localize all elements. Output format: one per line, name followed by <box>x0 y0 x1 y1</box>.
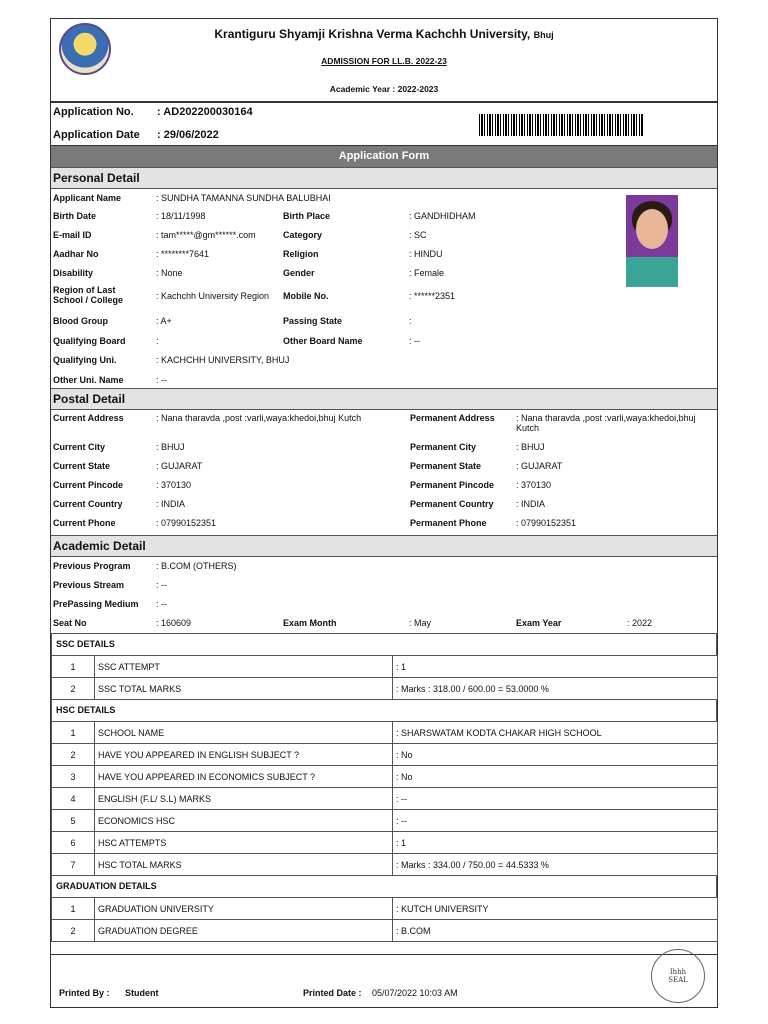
ssc-table <box>51 655 718 700</box>
blood-group: : A+ <box>156 316 172 326</box>
aadhar: : ********7641 <box>156 249 210 259</box>
row-question: ECONOMICS HSC <box>95 810 393 832</box>
passing-state-label: Passing State <box>283 316 343 326</box>
qualifying-uni-label: Qualifying Uni. <box>53 355 117 365</box>
current-state: : GUJARAT <box>156 461 203 471</box>
permanent-phone: : 07990152351 <box>516 518 577 528</box>
table-row <box>52 854 718 876</box>
permanent-pincode: : 370130 <box>516 480 552 490</box>
current-city: : BHUJ <box>156 442 185 452</box>
permanent-phone-label: Permanent Phone <box>410 518 487 528</box>
row-number: 6 <box>52 832 95 854</box>
other-board: : -- <box>409 336 420 346</box>
qualifying-board-label: Qualifying Board <box>53 336 126 346</box>
permanent-city: : BHUJ <box>516 442 545 452</box>
row-answer: : -- <box>393 788 718 810</box>
row-number: 2 <box>52 744 95 766</box>
blood-group-label: Blood Group <box>53 316 108 326</box>
disability: : None <box>156 268 183 278</box>
applicant-name: : SUNDHA TAMANNA SUNDHA BALUBHAI <box>156 193 331 203</box>
table-row <box>52 832 718 854</box>
seat-no-label: Seat No <box>53 618 87 628</box>
application-form-page <box>50 18 718 1008</box>
previous-stream-label: Previous Stream <box>53 580 125 590</box>
university-title: Krantiguru Shyamji Krishna Verma Kachchh University, <box>214 27 531 41</box>
graduation-table <box>51 897 718 942</box>
row-number: 4 <box>52 788 95 810</box>
row-answer: : SHARSWATAM KODTA CHAKAR HIGH SCHOOL <box>393 722 718 744</box>
row-question: SSC ATTEMPT <box>95 656 393 678</box>
permanent-city-label: Permanent City <box>410 442 477 452</box>
ssc-details-heading: SSC DETAILS <box>51 634 717 655</box>
birth-place: : GANDHIDHAM <box>409 211 476 221</box>
row-number: 1 <box>52 898 95 920</box>
applicant-name-label: Applicant Name <box>53 193 122 203</box>
category-label: Category <box>283 230 323 240</box>
email: : tam*****@gm******.com <box>156 230 256 240</box>
previous-program-label: Previous Program <box>53 561 131 571</box>
region: : Kachchh University Region <box>156 291 270 301</box>
hsc-table <box>51 721 718 876</box>
current-phone-label: Current Phone <box>53 518 116 528</box>
application-no-label: Application No. <box>53 106 134 118</box>
qualification-tables <box>51 633 717 942</box>
table-row <box>52 744 718 766</box>
row-answer: : No <box>393 766 718 788</box>
footer <box>51 954 717 1007</box>
personal-detail-heading: Personal Detail <box>51 167 717 189</box>
barcode <box>479 114 644 136</box>
postal-detail-heading: Postal Detail <box>51 388 717 410</box>
row-answer: : Marks : 334.00 / 750.00 = 44.5333 % <box>393 854 718 876</box>
row-number: 5 <box>52 810 95 832</box>
application-no-value: : AD202200030164 <box>157 106 253 118</box>
table-row <box>52 722 718 744</box>
current-address-label: Current Address <box>53 413 124 423</box>
row-question: HSC TOTAL MARKS <box>95 854 393 876</box>
row-answer: : 1 <box>393 832 718 854</box>
permanent-country-label: Permanent Country <box>410 499 494 509</box>
table-row <box>52 810 718 832</box>
previous-stream: : -- <box>156 580 167 590</box>
mobile-label: Mobile No. <box>283 291 329 301</box>
current-address: : Nana tharavda ,post :varli,waya:khedoi,bhuj Kutch <box>156 413 362 423</box>
row-question: GRADUATION DEGREE <box>95 920 393 942</box>
personal-detail-section <box>51 189 717 388</box>
prepassing-medium: : -- <box>156 599 167 609</box>
admission-title: ADMISSION FOR LL.B. 2022-23 <box>321 56 447 66</box>
gender-label: Gender <box>283 268 315 278</box>
university-suffix: Bhuj <box>533 30 554 40</box>
row-number: 7 <box>52 854 95 876</box>
current-country-label: Current Country <box>53 499 123 509</box>
current-country: : INDIA <box>156 499 186 509</box>
table-row <box>52 678 718 700</box>
permanent-pincode-label: Permanent Pincode <box>410 480 495 490</box>
table-row <box>52 656 718 678</box>
hsc-details-heading: HSC DETAILS <box>51 700 717 721</box>
exam-month: : May <box>409 618 432 628</box>
academic-year: Academic Year : 2022-2023 <box>329 84 439 94</box>
header <box>51 19 717 103</box>
mobile: : ******2351 <box>409 291 456 301</box>
row-answer: : 1 <box>393 656 718 678</box>
academic-detail-heading: Academic Detail <box>51 535 717 557</box>
current-pincode-label: Current Pincode <box>53 480 124 490</box>
other-board-label: Other Board Name <box>283 336 363 346</box>
other-uni: : -- <box>156 375 167 385</box>
row-question: HAVE YOU APPEARED IN ENGLISH SUBJECT ? <box>95 744 393 766</box>
table-row <box>52 788 718 810</box>
row-question: SSC TOTAL MARKS <box>95 678 393 700</box>
postal-detail-section <box>51 410 717 535</box>
region-label-line2: School / College <box>53 295 124 305</box>
category: : SC <box>409 230 427 240</box>
row-number: 2 <box>52 678 95 700</box>
permanent-state-label: Permanent State <box>410 461 482 471</box>
form-title: Application Form <box>51 146 717 167</box>
row-number: 2 <box>52 920 95 942</box>
religion: : HINDU <box>409 249 443 259</box>
row-number: 1 <box>52 656 95 678</box>
aadhar-label: Aadhar No <box>53 249 99 259</box>
current-phone: : 07990152351 <box>156 518 217 528</box>
applicant-photo <box>626 195 678 287</box>
gender: : Female <box>409 268 445 278</box>
exam-year: : 2022 <box>627 618 653 628</box>
row-question: HSC ATTEMPTS <box>95 832 393 854</box>
table-row <box>52 766 718 788</box>
birth-place-label: Birth Place <box>283 211 331 221</box>
prepassing-medium-label: PrePassing Medium <box>53 599 139 609</box>
current-city-label: Current City <box>53 442 106 452</box>
table-row <box>52 920 718 942</box>
exam-month-label: Exam Month <box>283 618 337 628</box>
permanent-address: : Nana tharavda ,post :varli,waya:khedoi,bhuj <box>516 413 696 423</box>
seat-no: : 160609 <box>156 618 192 628</box>
row-answer: : B.COM <box>393 920 718 942</box>
printed-date: 05/07/2022 10:03 AM <box>372 988 458 998</box>
exam-year-label: Exam Year <box>516 618 562 628</box>
qualifying-board: : <box>156 336 159 346</box>
row-question: ENGLISH (F.L/ S.L) MARKS <box>95 788 393 810</box>
row-number: 1 <box>52 722 95 744</box>
row-answer: : No <box>393 744 718 766</box>
email-label: E-mail ID <box>53 230 92 240</box>
row-question: HAVE YOU APPEARED IN ECONOMICS SUBJECT ? <box>95 766 393 788</box>
passing-state: : <box>409 316 412 326</box>
table-row <box>52 898 718 920</box>
application-info <box>51 103 717 146</box>
region-label: Region of Last <box>53 285 116 295</box>
current-pincode: : 370130 <box>156 480 192 490</box>
permanent-state: : GUJARAT <box>516 461 563 471</box>
row-number: 3 <box>52 766 95 788</box>
row-answer: : Marks : 318.00 / 600.00 = 53.0000 % <box>393 678 718 700</box>
application-date-value: : 29/06/2022 <box>157 129 219 141</box>
row-question: SCHOOL NAME <box>95 722 393 744</box>
birth-date: : 18/11/1998 <box>156 211 206 221</box>
academic-detail-section <box>51 557 717 633</box>
university-name <box>51 27 717 41</box>
application-date-label: Application Date <box>53 129 140 141</box>
previous-program: : B.COM (OTHERS) <box>156 561 237 571</box>
birth-date-label: Birth Date <box>53 211 97 221</box>
permanent-address-line2: Kutch <box>516 423 540 433</box>
seal-stamp: Ihhh SEAL <box>651 949 705 1003</box>
row-answer: : KUTCH UNIVERSITY <box>393 898 718 920</box>
printed-by-label: Printed By : <box>59 988 110 998</box>
graduation-details-heading: GRADUATION DETAILS <box>51 876 717 897</box>
permanent-country: : INDIA <box>516 499 546 509</box>
disability-label: Disability <box>53 268 94 278</box>
printed-date-label: Printed Date : <box>303 988 362 998</box>
row-answer: : -- <box>393 810 718 832</box>
other-uni-label: Other Uni. Name <box>53 375 124 385</box>
permanent-address-label: Permanent Address <box>410 413 495 423</box>
qualifying-uni: : KACHCHH UNIVERSITY, BHUJ <box>156 355 290 365</box>
religion-label: Religion <box>283 249 319 259</box>
current-state-label: Current State <box>53 461 111 471</box>
row-question: GRADUATION UNIVERSITY <box>95 898 393 920</box>
printed-by: Student <box>125 988 159 998</box>
